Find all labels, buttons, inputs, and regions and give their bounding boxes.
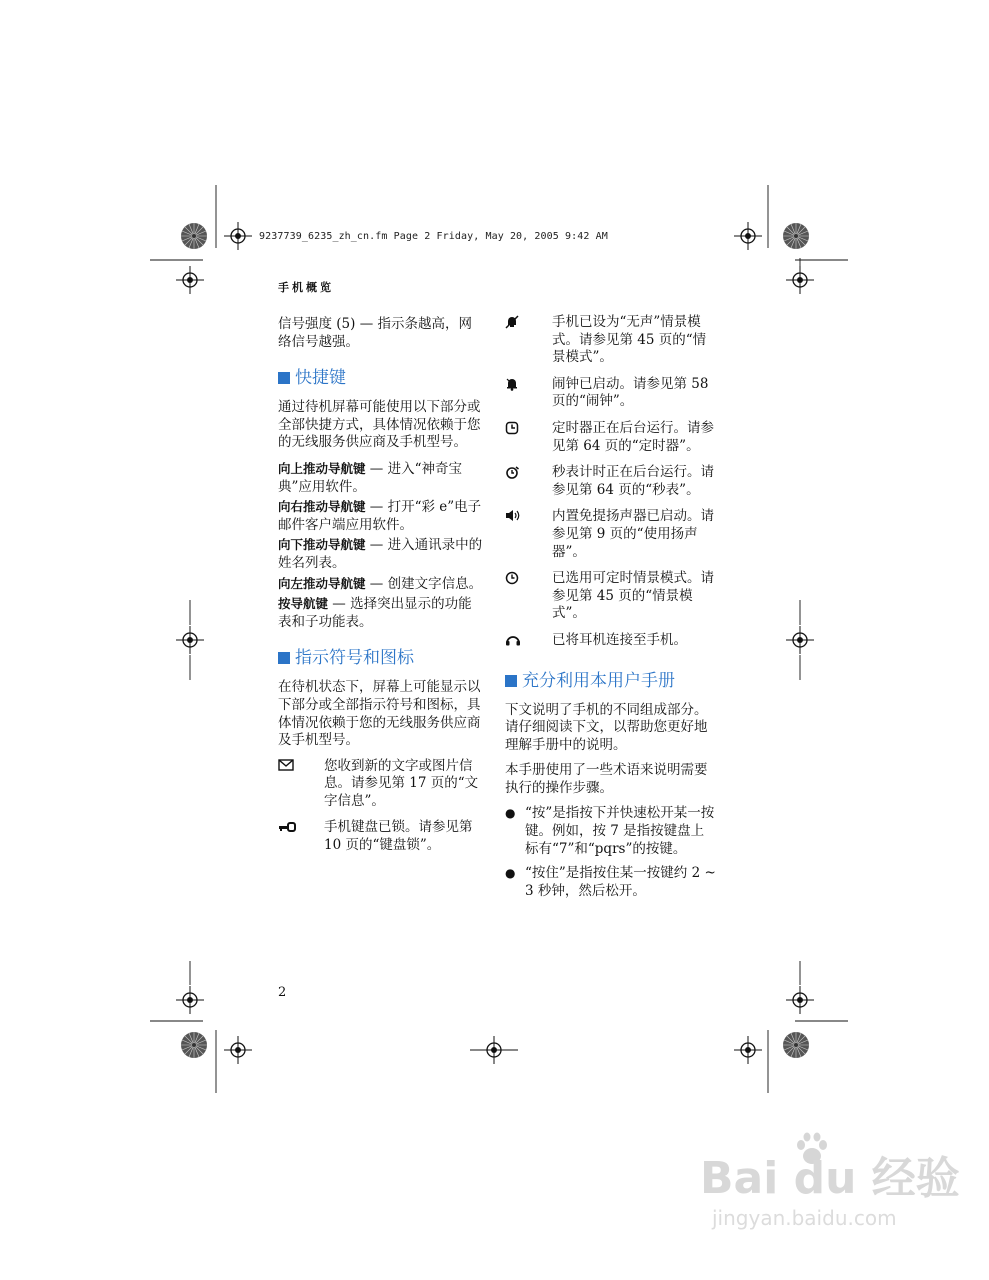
silent-bell-icon [505,315,519,329]
indicator-row [278,758,483,811]
indicator-text: 手机键盘已锁。请参见第 10 页的“键盘锁”。 [324,819,473,854]
heading-square-icon [278,372,290,384]
watermark-url: jingyan.baidu.com [712,1206,897,1230]
watermark [700,1130,960,1250]
indicator-text: 内置免提扬声器已启动。请参见第 9 页的“使用扬声器”。 [552,508,714,560]
manual-para-1: 下文说明了手机的不同组成部分。请仔细阅读下文，以帮助您更好地理解手册中的说明。 [505,701,708,753]
list-item [505,805,717,858]
indicator-row [505,420,717,455]
running-header: 手机概览 [278,281,334,294]
key-icon [278,822,296,832]
indicator-row [505,464,717,499]
indicator-row [505,632,717,652]
indicator-text: 定时器正在后台运行。请参见第 64 页的“定时器”。 [552,419,714,454]
right-column [505,314,717,907]
shortcut-key: 按导航键 [278,596,329,612]
indicator-text: 手机已设为“无声”情景模式。请参见第 45 页的“情景模式”。 [552,314,707,366]
heading-square-icon [505,675,517,687]
shortcut-item [278,595,483,631]
speaker-icon [505,509,522,522]
shortcut-item [278,575,483,594]
indicator-row [505,508,717,561]
indicator-row [505,376,717,411]
section-title: 充分利用本用户手册 [522,670,675,691]
bullet-icon: ● [505,866,516,881]
indicators-intro: 在待机状态下，屏幕上可能显示以下部分或全部指示符号和图标，具体情况依赖于您的无线服务供应商及手机型号。 [278,679,481,749]
section-heading-indicators [278,647,483,669]
section-title: 指示符号和图标 [295,648,414,669]
file-info-line: 9237739_6235_zh_cn.fm Page 2 Friday, May 20, 2005 9:42 AM [259,231,608,242]
indicator-text: 闹钟已启动。请参见第 58 页的“闹钟”。 [552,375,709,410]
section-heading-shortcuts [278,367,483,389]
indicator-row [505,570,717,623]
shortcut-item [278,498,483,534]
left-column [278,316,483,864]
shortcut-desc: — 打开“彩 e”电子邮件客户端应用软件。 [278,499,482,533]
shortcut-item [278,460,483,496]
signal-strength-text: 信号强度 (5) — 指示条越高，网络信号越强。 [278,316,472,350]
list-item-text: “按住”是指按住某一按键约 2 ~ 3 秒钟，然后松开。 [525,865,716,899]
shortcut-item [278,536,483,572]
page-number: 2 [278,985,287,1000]
section-title: 快捷键 [295,368,346,389]
shortcut-key: 向上推动导航键 [278,460,366,476]
heading-square-icon [278,652,290,664]
indicator-row [278,819,483,854]
indicator-text: 您收到新的文字或图片信息。请参见第 17 页的“文字信息”。 [324,757,479,809]
indicator-row [505,314,717,367]
shortcut-key: 向右推动导航键 [278,499,366,515]
stopwatch-icon [505,465,520,479]
shortcut-desc: — 进入“神奇宝典”应用软件。 [278,460,462,495]
envelope-icon [278,759,294,771]
list-item [505,865,717,900]
shortcut-desc: — 进入通讯录中的姓名列表。 [278,537,483,571]
watermark-brand: Bai du 经验 [700,1153,960,1204]
indicator-text: 秒表计时正在后台运行。请参见第 64 页的“秒表”。 [552,464,714,498]
shortcuts-intro: 通过待机屏幕可能使用以下部分或全部快捷方式，具体情况依赖于您的无线服务供应商及手机型号。 [278,399,481,451]
shortcut-desc: — 选择突出显示的功能表和子功能表。 [278,596,472,630]
bullet-icon: ● [505,806,516,821]
indicator-text: 已将耳机连接至手机。 [552,631,687,648]
shortcut-key: 向下推动导航键 [278,537,366,553]
clock-icon [505,571,519,585]
manual-para-2: 本手册使用了一些术语来说明需要执行的操作步骤。 [505,762,708,796]
list-item-text: “按”是指按下并快速松开某一按键。例如，按 7 是指按键盘上标有“7”和“pqrs”的按键。 [525,805,715,857]
alarm-bell-icon [505,377,519,391]
timer-icon [505,421,519,435]
indicator-text: 已选用可定时情景模式。请参见第 45 页的“情景模式”。 [552,570,714,622]
headset-icon [505,633,521,646]
shortcut-desc: — 创建文字信息。 [365,575,483,592]
shortcut-key: 向左推动导航键 [278,575,366,591]
section-heading-manual [505,670,717,692]
